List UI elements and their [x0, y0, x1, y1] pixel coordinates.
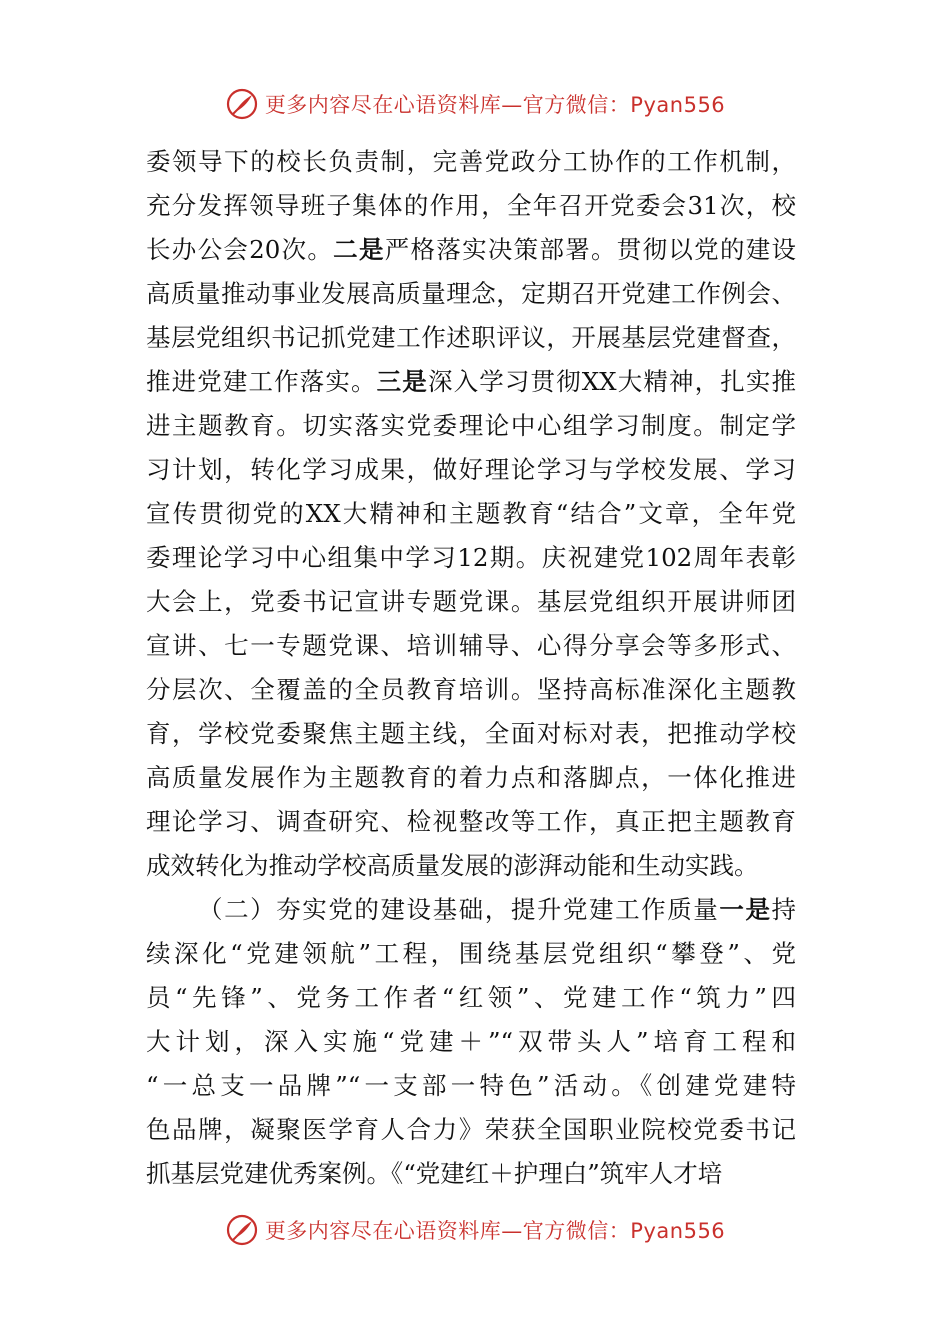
- text-line: [146, 316, 796, 360]
- text-segment: 色品牌，凝聚医学育人合力》荣获全国职业院校党委书记: [146, 1115, 796, 1144]
- text-line: [146, 272, 796, 316]
- text-segment: 高质量发展作为主题教育的着力点和落脚点，一体化推进: [146, 763, 796, 792]
- text-segment: 宣传贯彻党的XX大精神和主题教育“结合”文章，全年党: [146, 499, 796, 528]
- text-segment: 续深化“党建领航”工程，围绕基层党组织“攀登”、党: [146, 939, 796, 968]
- text-segment: 严格落实决策部署。贯彻以党的建设: [384, 235, 797, 264]
- text-segment: 员“先锋”、党务工作者“红领”、党建工作“筑力”四: [146, 983, 796, 1012]
- text-segment: 理论学习、调查研究、检视整改等工作，真正把主题教育: [146, 807, 796, 836]
- text-line: [146, 932, 796, 976]
- text-line: [146, 756, 796, 800]
- text-segment: 委领导下的校长负责制，完善党政分工协作的工作机制，: [146, 147, 796, 176]
- text-segment: 分层次、全覆盖的全员教育培训。坚持高标准深化主题教: [146, 675, 796, 704]
- text-segment: 委理论学习中心组集中学习12期。庆祝建党102周年表彰: [146, 543, 796, 572]
- document-body: [146, 140, 796, 1196]
- text-segment: 推进党建工作落实。: [146, 367, 377, 396]
- text-segment: 深入学习贯彻XX大精神，扎实推: [427, 367, 797, 396]
- text-line: [146, 1020, 796, 1064]
- bold-lead-text: 二是: [333, 235, 385, 264]
- text-segment: 高质量推动事业发展高质量理念，定期召开党建工作例会、: [146, 279, 796, 308]
- bold-lead-text: 一是: [719, 895, 772, 924]
- watermark-text: 更多内容尽在心语资料库—官方微信：Pyan556: [264, 93, 726, 117]
- paragraph: [146, 140, 796, 888]
- text-segment: 进主题教育。切实落实党委理论中心组学习制度。制定学: [146, 411, 796, 440]
- text-line: [146, 448, 796, 492]
- text-line: [146, 624, 796, 668]
- text-segment: 大计划，深入实施“党建＋”“双带头人”培育工程和: [146, 1027, 796, 1056]
- text-segment: 宣讲、七一专题党课、培训辅导、心得分享会等多形式、: [146, 631, 796, 660]
- text-segment: 大会上，党委书记宣讲专题党课。基层党组织开展讲师团: [146, 587, 796, 616]
- watermark-header: [0, 84, 950, 124]
- paragraph: [146, 888, 796, 1196]
- text-segment: 充分发挥领导班子集体的作用，全年召开党委会31次，校: [146, 191, 796, 220]
- text-line: [146, 184, 796, 228]
- text-line: [146, 580, 796, 624]
- watermark-footer: [0, 1210, 950, 1250]
- text-segment: 持: [771, 895, 797, 924]
- text-line: [146, 492, 796, 536]
- text-segment: 成效转化为推动学校高质量发展的澎湃动能和生动实践。: [146, 851, 759, 880]
- text-segment: 基层党组织书记抓党建工作述职评议，开展基层党建督查，: [146, 323, 796, 352]
- text-line: [146, 1108, 796, 1152]
- text-line: [146, 668, 796, 712]
- quill-logo-icon: [225, 1213, 259, 1247]
- watermark-text: 更多内容尽在心语资料库—官方微信：Pyan556: [264, 1219, 726, 1243]
- text-line: [146, 536, 796, 580]
- text-segment: （二）夯实党的建设基础，提升党建工作质量: [198, 895, 720, 924]
- text-line: [146, 140, 796, 184]
- text-segment: 育，学校党委聚焦主题主线，全面对标对表，把推动学校: [146, 719, 796, 748]
- text-line: [146, 404, 796, 448]
- text-line: [146, 888, 796, 932]
- text-segment: 长办公会20次。: [146, 235, 334, 264]
- text-segment: 习计划，转化学习成果，做好理论学习与学校发展、学习: [146, 455, 796, 484]
- text-line: [146, 976, 796, 1020]
- text-segment: “一总支一品牌”“一支部一特色”活动。《创建党建特: [146, 1071, 796, 1100]
- text-line: [146, 800, 796, 844]
- text-line: [146, 1152, 796, 1196]
- text-segment: 抓基层党建优秀案例。《“党建红＋护理白”筑牢人才培: [146, 1159, 723, 1188]
- text-line: [146, 844, 796, 888]
- text-line: [146, 712, 796, 756]
- text-line: [146, 360, 796, 404]
- bold-lead-text: 三是: [376, 367, 428, 396]
- text-line: [146, 228, 796, 272]
- text-line: [146, 1064, 796, 1108]
- quill-logo-icon: [225, 87, 259, 121]
